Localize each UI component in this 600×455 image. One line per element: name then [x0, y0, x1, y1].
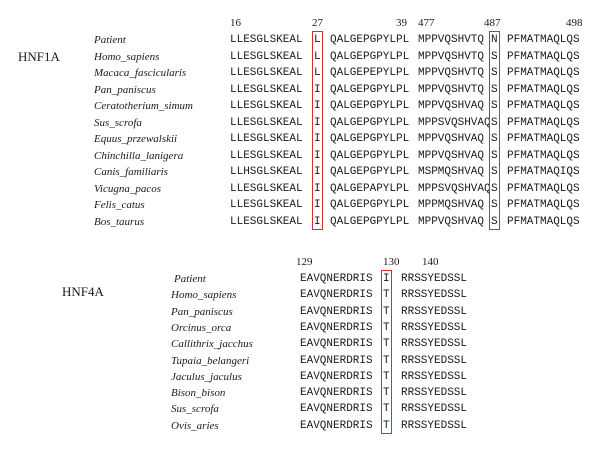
sequence-segment: PFMATMAQIQS	[507, 166, 580, 178]
species-name: Jaculus_jaculus	[171, 371, 242, 383]
sequence-segment: EAVQNERDRIS	[300, 273, 373, 285]
highlighted-residue: S	[491, 150, 498, 162]
sequence-segment: PFMATMAQLQS	[507, 183, 580, 195]
highlighted-residue: L	[314, 51, 321, 63]
highlighted-residue: T	[383, 403, 390, 415]
species-name: Homo_sapiens	[94, 51, 160, 63]
species-name: Ceratotherium_simum	[94, 100, 193, 112]
sequence-segment: EAVQNERDRIS	[300, 322, 373, 334]
sequence-segment: RRSSYEDSSL	[401, 387, 468, 399]
sequence-segment: LLESGLSKEAL	[230, 216, 303, 228]
sequence-segment: QALGEPGPYLPL	[330, 100, 410, 112]
highlighted-residue: S	[491, 67, 498, 79]
hnf1a-position: 487	[484, 17, 501, 29]
sequence-segment: LLESGLSKEAL	[230, 150, 303, 162]
sequence-segment: PFMATMAQLQS	[507, 51, 580, 63]
highlighted-residue: T	[383, 387, 390, 399]
highlighted-residue: I	[314, 84, 321, 96]
sequence-segment: EAVQNERDRIS	[300, 420, 373, 432]
sequence-segment: QALGEPGPYLPL	[330, 84, 410, 96]
species-name: Patient	[94, 34, 126, 46]
hnf4a-position: 140	[422, 256, 439, 268]
hnf4a-position: 130	[383, 256, 400, 268]
sequence-segment: MPPVQSHVAQ	[418, 216, 485, 228]
sequence-segment: MPPVQSHVTQ	[418, 51, 485, 63]
highlighted-residue: I	[383, 273, 390, 285]
species-name: Equus_przewalskii	[94, 133, 178, 145]
sequence-segment: LLESGLSKEAL	[230, 183, 303, 195]
sequence-segment: PFMATMAQLQS	[507, 100, 580, 112]
sequence-segment: LLESGLSKEAL	[230, 199, 303, 211]
highlighted-residue: S	[491, 216, 498, 228]
sequence-segment: MPPVQSHVTQ	[418, 67, 485, 79]
highlighted-residue: S	[491, 166, 498, 178]
sequence-segment: LLESGLSKEAL	[230, 51, 303, 63]
hnf1a-position: 16	[230, 17, 241, 29]
species-name: Chinchilla_lanigera	[94, 150, 184, 162]
highlighted-residue: I	[314, 117, 321, 129]
highlighted-residue: I	[314, 199, 321, 211]
sequence-segment: RRSSYEDSSL	[401, 306, 468, 318]
sequence-segment: QALGEPGPYLPL	[330, 34, 410, 46]
species-name: Macaca_fascicularis	[94, 67, 187, 79]
sequence-segment: PFMATMAQLQS	[507, 216, 580, 228]
highlighted-residue: I	[314, 133, 321, 145]
highlighted-residue: I	[314, 150, 321, 162]
sequence-segment: LLESGLSKEAL	[230, 34, 303, 46]
sequence-segment: QALGEPGPYLPL	[330, 133, 410, 145]
species-name: Bos_taurus	[94, 216, 145, 228]
sequence-segment: EAVQNERDRIS	[300, 355, 373, 367]
species-name: Canis_familiaris	[94, 166, 168, 178]
highlighted-residue: T	[383, 355, 390, 367]
highlighted-residue: I	[314, 216, 321, 228]
sequence-segment: RRSSYEDSSL	[401, 338, 468, 350]
highlighted-residue: L	[314, 67, 321, 79]
species-name: Callithrix_jacchus	[171, 338, 253, 350]
sequence-segment: MPPSVQSHVAQ	[418, 117, 491, 129]
highlighted-residue: I	[314, 100, 321, 112]
sequence-segment: MPPVQSHVAQ	[418, 133, 485, 145]
sequence-segment: QALGEPGPYLPL	[330, 199, 410, 211]
hnf1a-label: HNF1A	[18, 49, 60, 64]
highlighted-residue: S	[491, 51, 498, 63]
species-name: Bison_bison	[171, 387, 226, 399]
species-name: Homo_sapiens	[171, 289, 237, 301]
highlighted-residue: S	[491, 100, 498, 112]
sequence-segment: LLESGLSKEAL	[230, 117, 303, 129]
sequence-segment: QALGEPGPYLPL	[330, 117, 410, 129]
sequence-segment: PFMATMAQLQS	[507, 199, 580, 211]
sequence-segment: LLESGLSKEAL	[230, 100, 303, 112]
sequence-segment: PFMATMAQLQS	[507, 133, 580, 145]
sequence-segment: QALGEPEPYLPL	[330, 67, 410, 79]
sequence-segment: MSPMQSHVAQ	[418, 166, 485, 178]
sequence-segment: PFMATMAQLQS	[507, 34, 580, 46]
hnf1a-position: 498	[566, 17, 583, 29]
sequence-segment: QALGEPGPYLPL	[330, 166, 410, 178]
highlighted-residue: T	[383, 322, 390, 334]
sequence-segment: PFMATMAQLQS	[507, 117, 580, 129]
highlighted-residue: S	[491, 117, 498, 129]
sequence-segment: QALGEPGPYLPL	[330, 51, 410, 63]
sequence-segment: RRSSYEDSSL	[401, 403, 468, 415]
highlighted-residue: I	[314, 166, 321, 178]
highlighted-residue: S	[491, 183, 498, 195]
species-name: Patient	[174, 273, 206, 285]
sequence-segment: RRSSYEDSSL	[401, 322, 468, 334]
sequence-segment: EAVQNERDRIS	[300, 338, 373, 350]
hnf1a-position: 477	[418, 17, 435, 29]
sequence-segment: MPPMQSHVAQ	[418, 199, 485, 211]
highlighted-residue: T	[383, 306, 390, 318]
sequence-segment: EAVQNERDRIS	[300, 371, 373, 383]
species-name: Ovis_aries	[171, 420, 219, 432]
hnf1a-position: 27	[312, 17, 323, 29]
sequence-segment: LLESGLSKEAL	[230, 133, 303, 145]
sequence-segment: PFMATMAQLQS	[507, 67, 580, 79]
sequence-segment: EAVQNERDRIS	[300, 289, 373, 301]
species-name: Pan_paniscus	[94, 84, 156, 96]
species-name: Orcinus_orca	[171, 322, 232, 334]
sequence-segment: QALGEPGPYLPL	[330, 216, 410, 228]
highlighted-residue: N	[491, 34, 498, 46]
hnf4a-label: HNF4A	[62, 284, 104, 299]
sequence-segment: PFMATMAQLQS	[507, 150, 580, 162]
hnf1a-position: 39	[396, 17, 407, 29]
sequence-segment: MPPVQSHVAQ	[418, 150, 485, 162]
sequence-segment: RRSSYEDSSL	[401, 273, 468, 285]
species-name: Pan_paniscus	[171, 306, 233, 318]
sequence-segment: MPPVQSHVTQ	[418, 84, 485, 96]
highlighted-residue: T	[383, 371, 390, 383]
species-name: Sus_scrofa	[94, 117, 142, 129]
highlighted-residue: I	[314, 183, 321, 195]
sequence-segment: EAVQNERDRIS	[300, 403, 373, 415]
highlighted-residue: S	[491, 133, 498, 145]
hnf1a-highlight-box-27	[312, 31, 323, 230]
highlighted-residue: T	[383, 289, 390, 301]
sequence-segment: MPPVQSHVAQ	[418, 100, 485, 112]
highlighted-residue: T	[383, 420, 390, 432]
sequence-segment: LLESGLSKEAL	[230, 67, 303, 79]
sequence-segment: EAVQNERDRIS	[300, 306, 373, 318]
highlighted-residue: S	[491, 199, 498, 211]
sequence-segment: MPPSVQSHVAQ	[418, 183, 491, 195]
species-name: Vicugna_pacos	[94, 183, 162, 195]
sequence-segment: QALGEPGPYLPL	[330, 150, 410, 162]
sequence-segment: RRSSYEDSSL	[401, 289, 468, 301]
species-name: Sus_scrofa	[171, 403, 219, 415]
sequence-segment: RRSSYEDSSL	[401, 355, 468, 367]
hnf4a-position: 129	[296, 256, 313, 268]
sequence-segment: RRSSYEDSSL	[401, 420, 468, 432]
sequence-segment: LLHSGLSKEAL	[230, 166, 303, 178]
species-name: Felis_catus	[94, 199, 145, 211]
sequence-segment: PFMATMAQLQS	[507, 84, 580, 96]
hnf4a-highlight-box-130	[381, 270, 392, 434]
highlighted-residue: L	[314, 34, 321, 46]
sequence-segment: LLESGLSKEAL	[230, 84, 303, 96]
highlighted-residue: S	[491, 84, 498, 96]
sequence-segment: RRSSYEDSSL	[401, 371, 468, 383]
highlighted-residue: T	[383, 338, 390, 350]
hnf1a-highlight-box-487	[489, 31, 500, 230]
sequence-segment: MPPVQSHVTQ	[418, 34, 485, 46]
species-name: Tupaia_belangeri	[171, 355, 250, 367]
sequence-segment: QALGEPAPYLPL	[330, 183, 410, 195]
sequence-segment: EAVQNERDRIS	[300, 387, 373, 399]
